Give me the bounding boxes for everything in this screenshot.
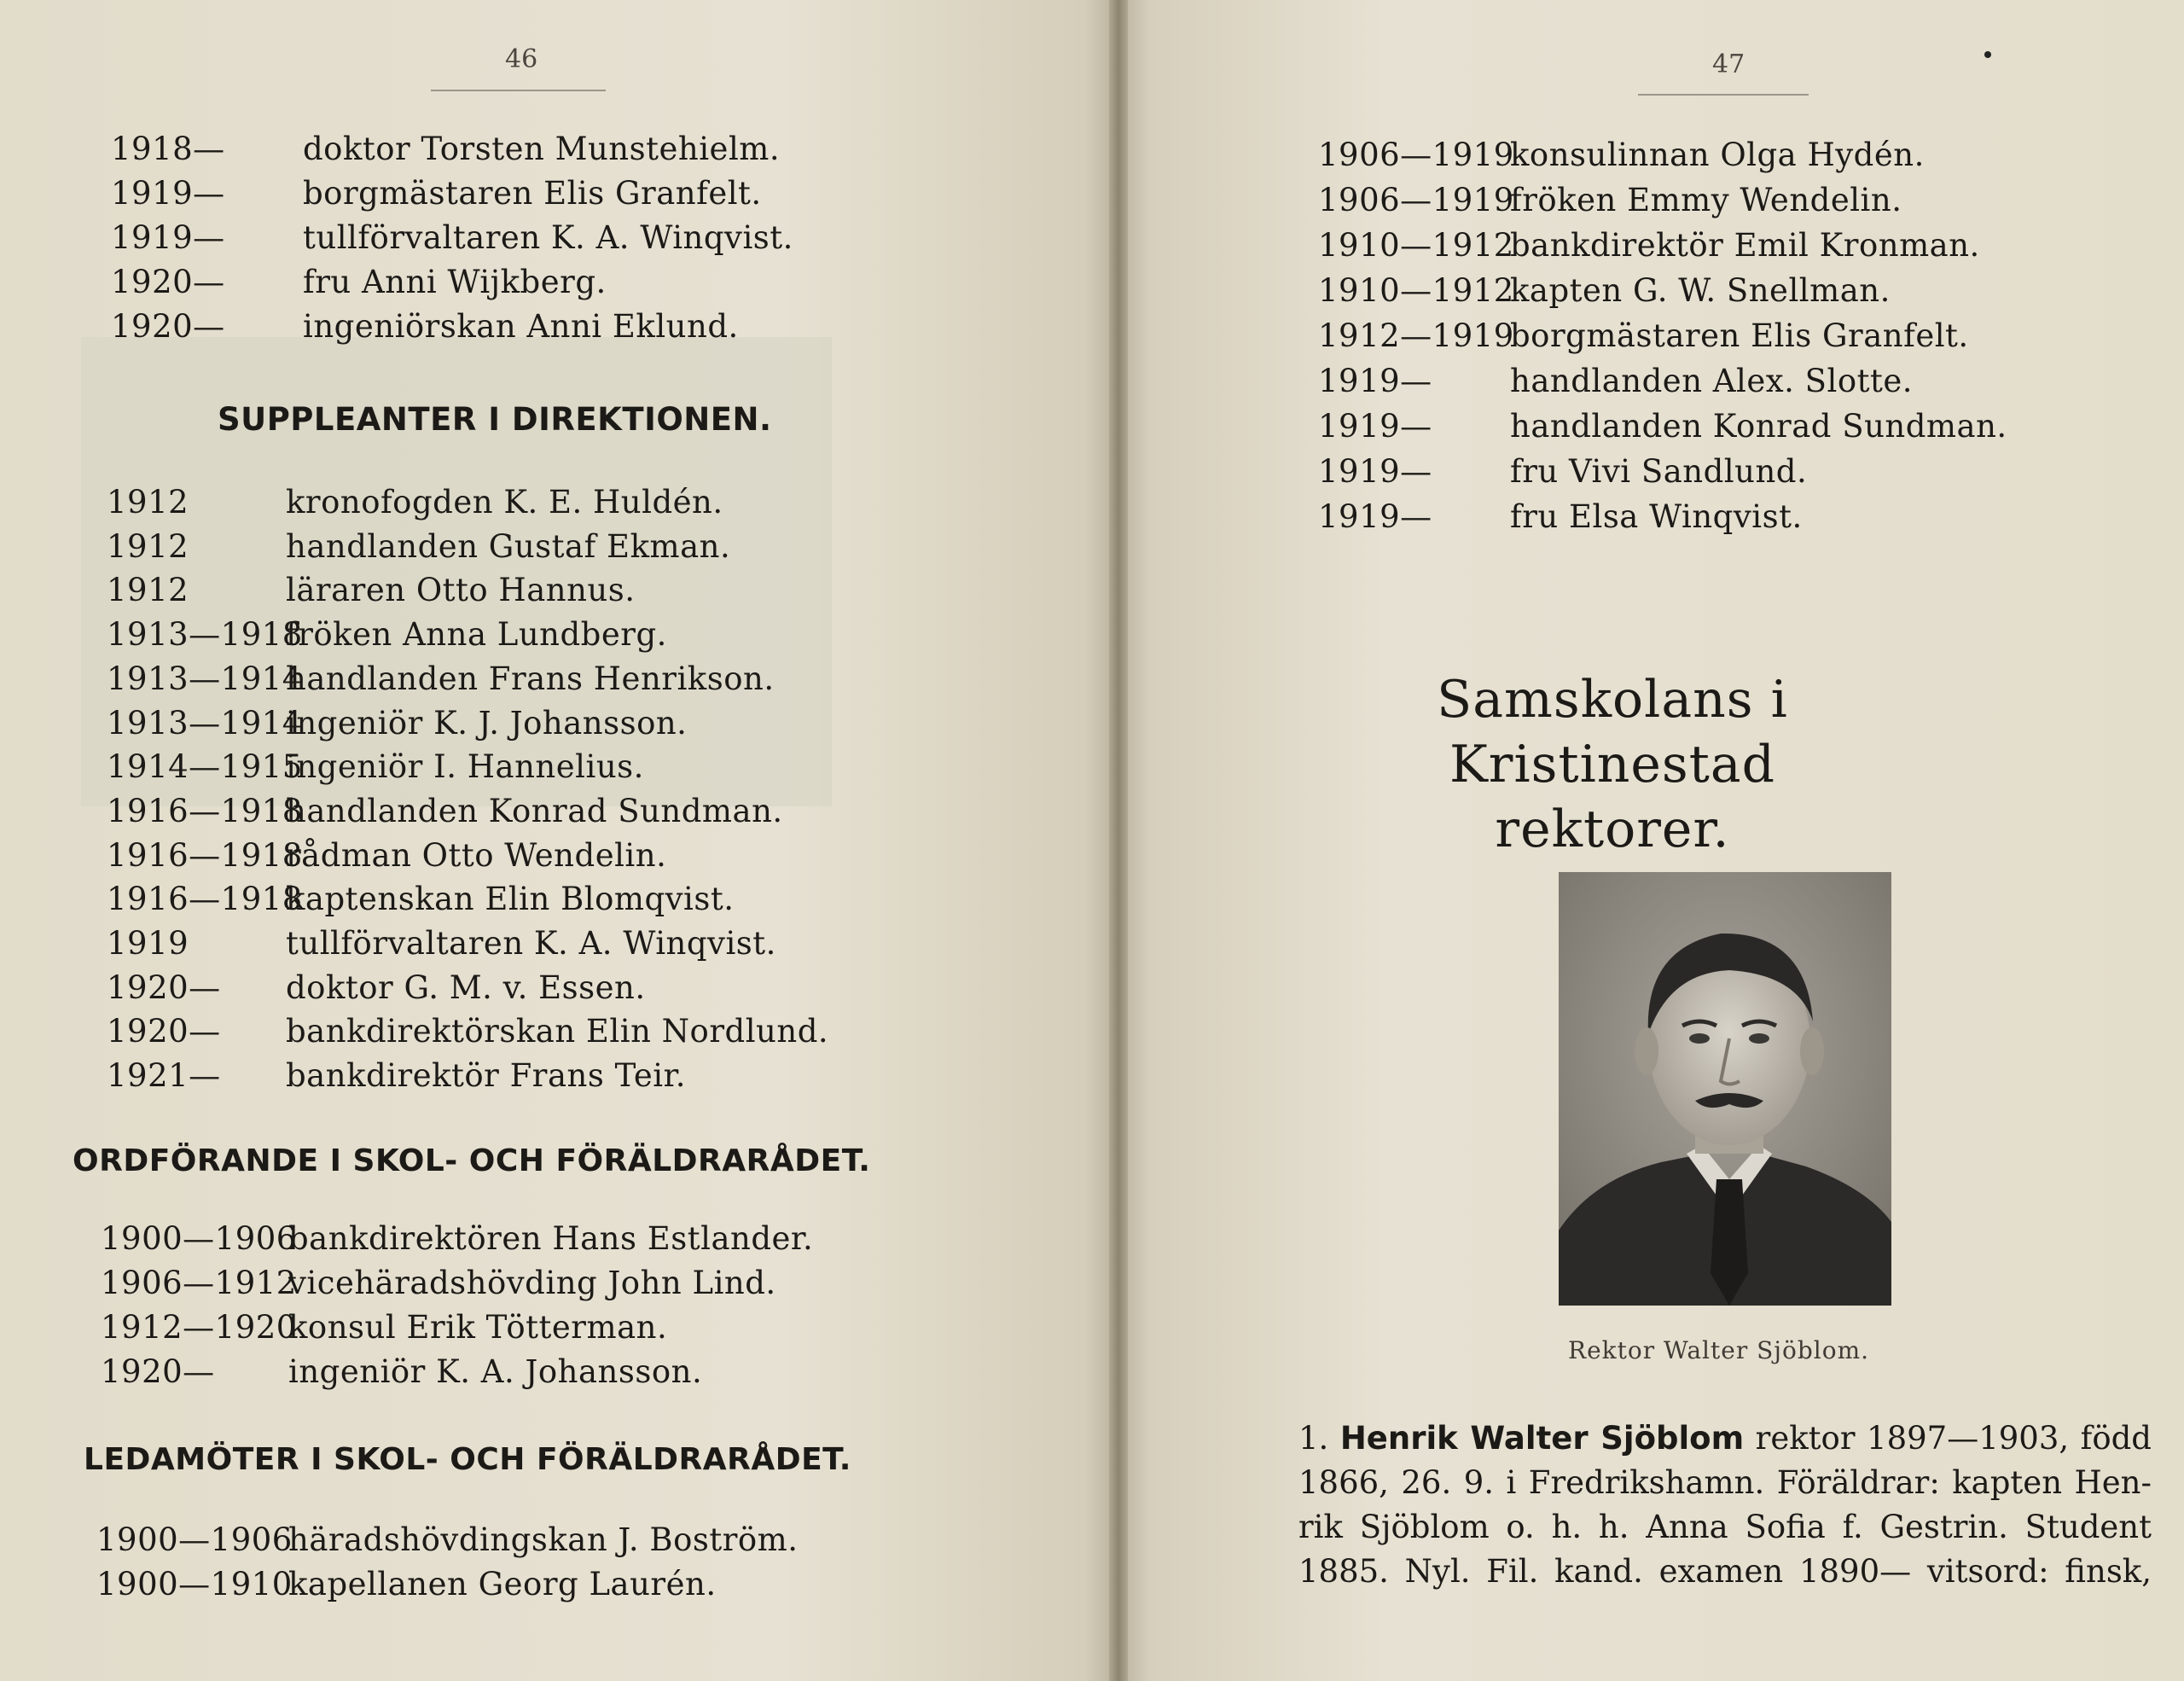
row-name: ingeniörskan Anni Eklund. xyxy=(303,308,739,345)
bio-line-3: rik Sjöblom o. h. h. Anna Sofia f. Gestrin. Student xyxy=(1298,1509,2152,1545)
row-name: kronofogden K. E. Huldén. xyxy=(286,484,723,521)
row-years: 1912—1919 xyxy=(1318,317,1514,354)
row-years: 1919— xyxy=(111,175,225,212)
row-years: 1900—1906 xyxy=(101,1220,297,1257)
row-years: 1920— xyxy=(111,308,225,345)
row-name: handlanden Alex. Slotte. xyxy=(1510,363,1913,399)
header-rule-right xyxy=(1638,94,1809,96)
row-years: 1919— xyxy=(1318,453,1432,490)
row-name: ingeniör K. J. Johansson. xyxy=(286,704,688,742)
row-name: fröken Emmy Wendelin. xyxy=(1510,182,1902,218)
row-years: 1900—1910 xyxy=(96,1566,293,1602)
row-name: bankdirektören Hans Estlander. xyxy=(288,1220,814,1257)
bio-number: 1. xyxy=(1298,1420,1329,1457)
row-years: 1916—1918 xyxy=(107,792,303,829)
row-name: borgmästaren Elis Granfelt. xyxy=(1510,317,1969,354)
section-title-line2: rektorer. xyxy=(1495,800,1730,859)
row-years: 1916—1918 xyxy=(107,881,303,918)
ink-speck xyxy=(1984,51,1991,58)
row-name: handlanden Konrad Sundman. xyxy=(286,792,783,829)
row-years: 1910—1912 xyxy=(1318,272,1514,309)
row-name: ingeniör K. A. Johansson. xyxy=(288,1353,703,1390)
book-gutter xyxy=(1109,0,1128,1681)
row-years: 1906—1919 xyxy=(1318,182,1514,218)
row-name: vicehäradshövding John Lind. xyxy=(288,1265,776,1301)
row-years: 1920— xyxy=(101,1353,215,1390)
row-years: 1912 xyxy=(107,527,189,565)
row-name: bankdirektör Frans Teir. xyxy=(286,1057,687,1095)
row-name: fru Anni Wijkberg. xyxy=(303,264,607,300)
row-years: 1920— xyxy=(111,264,225,300)
row-name: kapten G. W. Snellman. xyxy=(1510,272,1891,309)
bio-line-1-rest: rektor 1897—1903, född xyxy=(1755,1420,2152,1457)
row-years: 1919— xyxy=(1318,363,1432,399)
row-name: doktor G. M. v. Essen. xyxy=(286,968,646,1006)
row-years: 1910—1912 xyxy=(1318,227,1514,264)
row-name: kaptenskan Elin Blomqvist. xyxy=(286,881,735,918)
heading-ledamoter: LEDAMÖTER I SKOL- OCH FÖRÄLDRARÅDET. xyxy=(84,1442,851,1477)
row-years: 1912—1920 xyxy=(101,1309,297,1346)
row-years: 1912 xyxy=(107,572,189,609)
row-name: konsulinnan Olga Hydén. xyxy=(1510,137,1925,173)
portrait-photo xyxy=(1559,872,1891,1306)
row-years: 1921— xyxy=(107,1057,221,1095)
section-title xyxy=(1305,667,1920,862)
row-years: 1920— xyxy=(107,968,221,1006)
page-number-right: 47 xyxy=(1712,49,1745,79)
row-name: bankdirektörskan Elin Nordlund. xyxy=(286,1013,829,1050)
row-years: 1916—1918 xyxy=(107,836,303,874)
row-name: tullförvaltaren K. A. Winqvist. xyxy=(303,219,793,256)
heading-ordforande: ORDFÖRANDE I SKOL- OCH FÖRÄLDRARÅDET. xyxy=(73,1143,871,1178)
bio-line-2: 1866, 26. 9. i Fredrikshamn. Föräldrar: kapten Hen- xyxy=(1298,1464,2152,1501)
row-name: kapellanen Georg Laurén. xyxy=(288,1566,717,1602)
row-years: 1920— xyxy=(107,1013,221,1050)
row-name: läraren Otto Hannus. xyxy=(286,572,636,609)
bio-line-1 xyxy=(1298,1416,2152,1461)
photo-caption: Rektor Walter Sjöblom. xyxy=(1568,1336,1870,1364)
row-years: 1919— xyxy=(1318,408,1432,445)
row-name: borgmästaren Elis Granfelt. xyxy=(303,175,762,212)
row-name: handlanden Frans Henrikson. xyxy=(286,660,775,697)
row-name: handlanden Konrad Sundman. xyxy=(1510,408,2007,445)
bio-line-4: 1885. Nyl. Fil. kand. examen 1890— vitsord: finsk, xyxy=(1298,1553,2152,1590)
row-name: bankdirektör Emil Kronman. xyxy=(1510,227,1980,264)
row-name: fröken Anna Lundberg. xyxy=(286,616,667,654)
row-years: 1919 xyxy=(107,925,189,962)
row-years: 1906—1919 xyxy=(1318,137,1514,173)
biography-paragraph xyxy=(1298,1416,2152,1594)
row-years: 1913—1914 xyxy=(107,704,303,742)
row-name: fru Vivi Sandlund. xyxy=(1510,453,1808,490)
portrait-illustration xyxy=(1559,872,1891,1306)
row-name: fru Elsa Winqvist. xyxy=(1510,498,1803,535)
row-years: 1906—1912 xyxy=(101,1265,297,1301)
row-years: 1913—1918 xyxy=(107,616,303,654)
bio-name: Henrik Walter Sjöblom xyxy=(1339,1420,1745,1457)
row-years: 1912 xyxy=(107,484,189,521)
row-years: 1919— xyxy=(111,219,225,256)
page-number-left: 46 xyxy=(505,44,538,74)
section-title-line1: Samskolans i Kristinestad xyxy=(1437,670,1788,794)
row-name: häradshövdingskan J. Boström. xyxy=(288,1521,799,1558)
row-name: tullförvaltaren K. A. Winqvist. xyxy=(286,925,776,962)
row-name: handlanden Gustaf Ekman. xyxy=(286,527,731,565)
row-years: 1919— xyxy=(1318,498,1432,535)
row-years: 1914—1915 xyxy=(107,748,303,786)
row-name: rådman Otto Wendelin. xyxy=(286,836,667,874)
row-years: 1913—1914 xyxy=(107,660,303,697)
row-years: 1900—1906 xyxy=(96,1521,293,1558)
row-years: 1918— xyxy=(111,131,225,167)
row-name: konsul Erik Tötterman. xyxy=(288,1309,668,1346)
row-name: doktor Torsten Munstehielm. xyxy=(303,131,781,167)
heading-suppleanter: SUPPLEANTER I DIREKTIONEN. xyxy=(218,401,772,438)
row-name: ingeniör I. Hannelius. xyxy=(286,748,644,786)
header-rule-left xyxy=(431,90,606,91)
